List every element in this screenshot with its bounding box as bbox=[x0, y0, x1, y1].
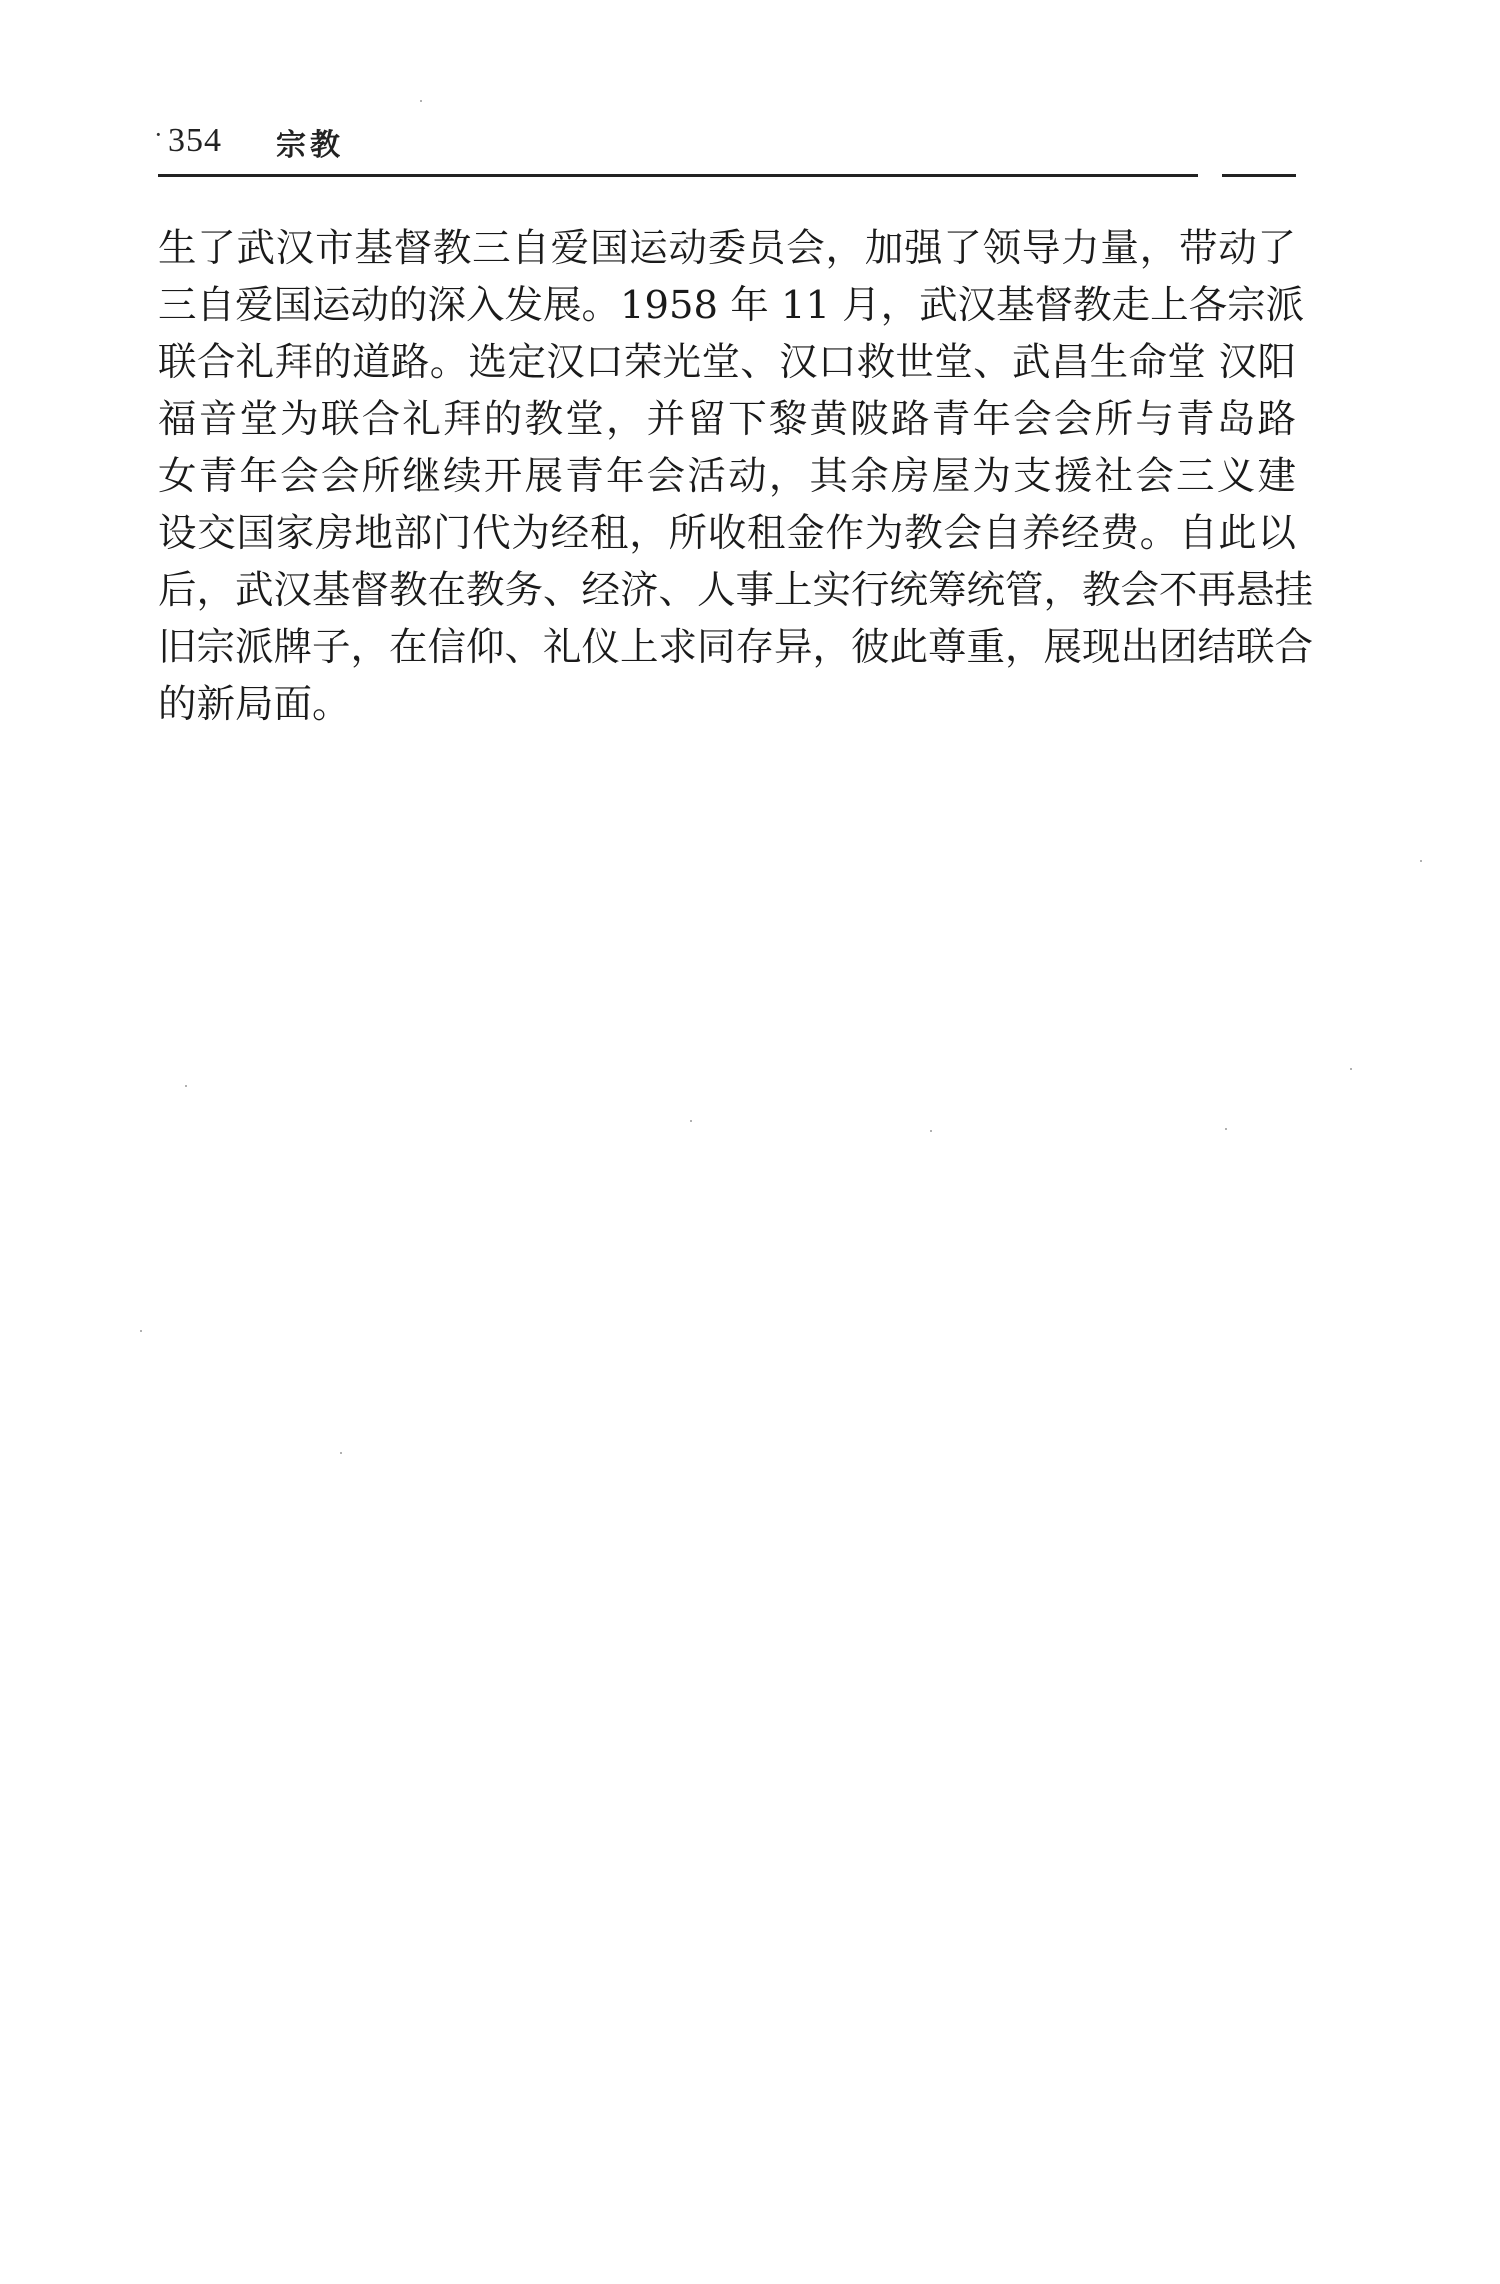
scan-speck bbox=[1225, 1128, 1227, 1130]
text-line: 联合礼拜的道路。选定汉口荣光堂、汉口救世堂、武昌生命堂 汉阳 bbox=[158, 340, 1296, 385]
text-line: 的新局面。 bbox=[158, 682, 351, 727]
running-header bbox=[158, 118, 1296, 178]
header-rule bbox=[158, 174, 1198, 177]
text-line: 旧宗派牌子，在信仰、礼仪上求同存异，彼此尊重，展现出团结联合 bbox=[158, 625, 1314, 670]
text-line: 生了武汉市基督教三自爱国运动委员会，加强了领导力量，带动了 bbox=[158, 226, 1296, 271]
body-paragraph bbox=[158, 220, 1314, 733]
text-line: 后，武汉基督教在教务、经济、人事上实行统筹统管，教会不再悬挂 bbox=[158, 568, 1314, 613]
page-number: · 354 bbox=[168, 122, 222, 160]
text-line: 三自爱国运动的深入发展。1958 年 11 月，武汉基督教走上各宗派 bbox=[158, 283, 1305, 328]
scan-speck bbox=[1420, 860, 1422, 862]
scan-speck bbox=[340, 1452, 342, 1454]
scan-speck bbox=[1350, 1068, 1352, 1070]
scan-speck bbox=[930, 1130, 932, 1132]
scan-speck bbox=[420, 100, 422, 102]
scan-speck bbox=[185, 1085, 187, 1087]
section-title: 宗教 bbox=[276, 128, 344, 163]
text-line: 设交国家房地部门代为经租，所收租金作为教会自养经费。自此以 bbox=[158, 511, 1296, 556]
text-line: 福音堂为联合礼拜的教堂，并留下黎黄陂路青年会会所与青岛路 bbox=[158, 397, 1296, 442]
scan-speck bbox=[690, 1120, 692, 1122]
text-line: 女青年会会所继续开展青年会活动，其余房屋为支援社会三义建 bbox=[158, 454, 1296, 499]
scan-speck bbox=[140, 1330, 142, 1332]
header-rule-tail bbox=[1222, 174, 1296, 177]
